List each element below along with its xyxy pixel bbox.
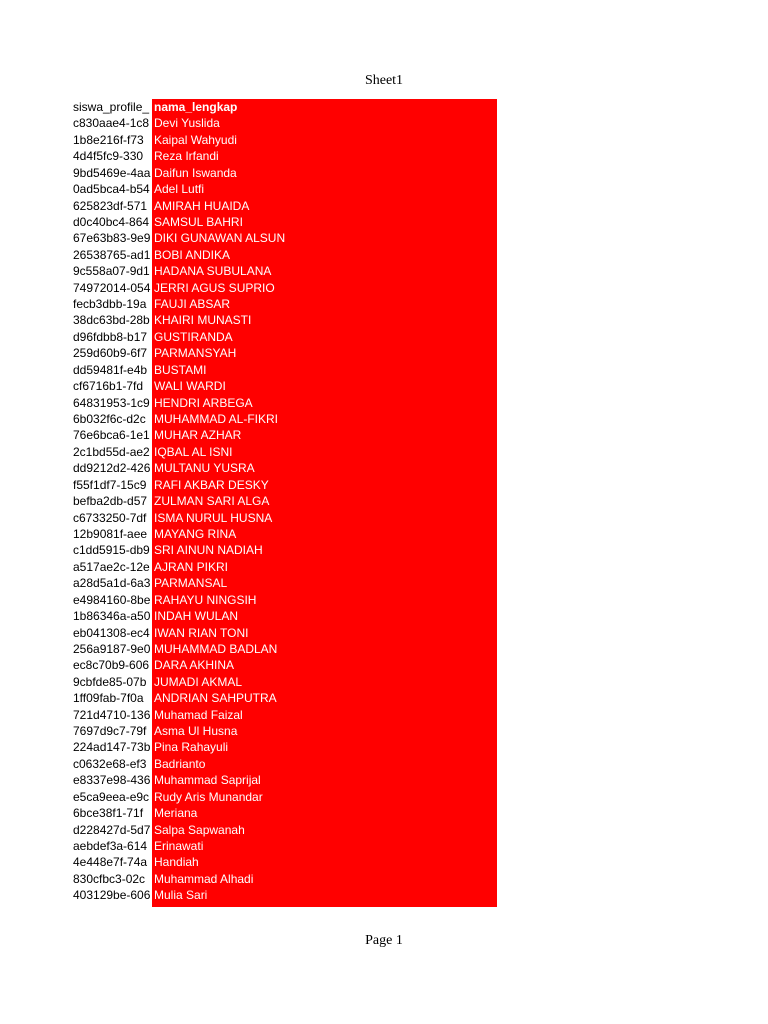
cell-profile-id: c6733250-7df <box>73 510 147 525</box>
cell-full-name: HENDRI ARBEGA <box>154 395 253 410</box>
header-cell-id: siswa_profile_ <box>73 100 150 114</box>
cell-full-name: Adel Lutfi <box>154 182 205 197</box>
cell-profile-id: 67e63b83-9e9 <box>73 231 151 246</box>
cell-profile-id: befba2db-d57 <box>73 494 148 509</box>
cell-full-name: JERRI AGUS SUPRIO <box>154 280 275 295</box>
header-cell-name: nama_lengkap <box>154 100 238 114</box>
cell-profile-id: ec8c70b9-606 <box>73 658 150 673</box>
table-row <box>73 657 497 673</box>
table-row <box>73 641 497 657</box>
cell-full-name: AMIRAH HUAIDA <box>154 198 250 213</box>
data-table <box>73 99 497 904</box>
cell-full-name: PARMANSAL <box>154 576 228 591</box>
cell-profile-id: 4e448e7f-74a <box>73 855 148 870</box>
cell-full-name: ANDRIAN SAHPUTRA <box>154 691 277 706</box>
table-row <box>73 263 497 279</box>
table-row <box>73 789 497 805</box>
cell-full-name: IQBAL AL ISNI <box>154 444 233 459</box>
cell-profile-id: a28d5a1d-6a3 <box>73 576 151 591</box>
cell-full-name: Erinawati <box>154 838 204 853</box>
table-row <box>73 165 497 181</box>
table-row <box>73 493 497 509</box>
cell-profile-id: 74972014-054 <box>73 280 151 295</box>
table-row <box>73 214 497 230</box>
cell-full-name: RAFI AKBAR DESKY <box>154 477 269 492</box>
cell-full-name: RAHAYU NINGSIH <box>154 592 257 607</box>
table-row <box>73 887 497 903</box>
cell-profile-id: c830aae4-1c8 <box>73 116 150 131</box>
table-row <box>73 444 497 460</box>
cell-full-name: MUHAR AZHAR <box>154 428 242 443</box>
table-row <box>73 608 497 624</box>
table-row <box>73 575 497 591</box>
cell-profile-id: 38dc63bd-28b <box>73 313 150 328</box>
cell-profile-id: eb041308-ec4 <box>73 625 150 640</box>
table-row <box>73 592 497 608</box>
cell-profile-id: d0c40bc4-864 <box>73 214 150 229</box>
cell-profile-id: 1b86346a-a50 <box>73 609 151 624</box>
table-row <box>73 148 497 164</box>
table-row <box>73 395 497 411</box>
table-row <box>73 772 497 788</box>
cell-full-name: FAUJI ABSAR <box>154 297 231 312</box>
cell-profile-id: cf6716b1-7fd <box>73 379 144 394</box>
cell-full-name: DARA AKHINA <box>154 658 235 673</box>
cell-profile-id: 6bce38f1-71f <box>73 806 144 821</box>
cell-profile-id: 625823df-571 <box>73 198 148 213</box>
sheet-title: Sheet1 <box>364 73 404 88</box>
cell-profile-id: 9cbfde85-07b <box>73 674 147 689</box>
cell-profile-id: a517ae2c-12e <box>73 559 150 574</box>
cell-full-name: Handiah <box>154 855 199 870</box>
cell-profile-id: 1b8e216f-f73 <box>73 132 144 147</box>
cell-full-name: Kaipal Wahyudi <box>154 132 237 147</box>
table-row <box>73 542 497 558</box>
cell-profile-id: e8337e98-436 <box>73 773 151 788</box>
cell-profile-id: 9c558a07-9d1 <box>73 264 150 279</box>
cell-profile-id: 6b032f6c-d2c <box>73 412 146 427</box>
cell-profile-id: 830cfbc3-02c <box>73 871 146 886</box>
table-row <box>73 526 497 542</box>
table-row <box>73 181 497 197</box>
table-row <box>73 247 497 263</box>
table-row <box>73 723 497 739</box>
cell-full-name: MUHAMMAD AL-FIKRI <box>154 412 279 427</box>
cell-profile-id: 2c1bd55d-ae2 <box>73 444 150 459</box>
table-row <box>73 362 497 378</box>
cell-profile-id: c0632e68-ef3 <box>73 756 147 771</box>
table-row <box>73 378 497 394</box>
cell-profile-id: 4d4f5fc9-330 <box>73 149 144 164</box>
table-row <box>73 707 497 723</box>
table-row <box>73 280 497 296</box>
cell-full-name: MAYANG RINA <box>154 526 237 541</box>
cell-full-name: JUMADI AKMAL <box>154 674 243 689</box>
cell-full-name: WALI WARDI <box>154 379 226 394</box>
cell-full-name: ZULMAN SARI ALGA <box>154 494 270 509</box>
table-row <box>73 198 497 214</box>
cell-full-name: Mulia Sari <box>154 888 208 903</box>
cell-profile-id: 259d60b9-6f7 <box>73 346 148 361</box>
cell-full-name: KHAIRI MUNASTI <box>154 313 252 328</box>
table-row <box>73 132 497 148</box>
cell-profile-id: 64831953-1c9 <box>73 395 150 410</box>
table-row <box>73 756 497 772</box>
cell-full-name: ISMA NURUL HUSNA <box>154 510 273 525</box>
table-row <box>73 115 497 131</box>
table-row <box>73 329 497 345</box>
cell-full-name: AJRAN PIKRI <box>154 559 229 574</box>
table-row <box>73 312 497 328</box>
cell-full-name: Muhammad Saprijal <box>154 773 261 788</box>
cell-profile-id: e4984160-8be <box>73 592 151 607</box>
cell-full-name: Asma Ul Husna <box>154 724 238 739</box>
cell-profile-id: f55f1df7-15c9 <box>73 477 147 492</box>
cell-full-name: Daifun Iswanda <box>154 165 237 180</box>
cell-profile-id: 9bd5469e-4aa <box>73 165 151 180</box>
cell-full-name: Muhammad Alhadi <box>154 871 254 886</box>
table-row <box>73 674 497 690</box>
cell-profile-id: fecb3dbb-19a <box>73 297 147 312</box>
cell-profile-id: 0ad5bca4-b54 <box>73 182 150 197</box>
cell-profile-id: dd59481f-e4b <box>73 362 148 377</box>
table-row <box>73 822 497 838</box>
table-row <box>73 838 497 854</box>
table-row <box>73 805 497 821</box>
cell-profile-id: 26538765-ad1 <box>73 247 151 262</box>
cell-full-name: SRI AINUN NADIAH <box>154 543 263 558</box>
cell-profile-id: 256a9187-9e0 <box>73 641 151 656</box>
cell-profile-id: 721d4710-136 <box>73 707 151 722</box>
cell-profile-id: 1ff09fab-7f0a <box>73 691 144 706</box>
cell-full-name: HADANA SUBULANA <box>154 264 272 279</box>
cell-profile-id: d228427d-5d7 <box>73 822 151 837</box>
cell-profile-id: dd9212d2-426 <box>73 461 151 476</box>
cell-full-name: SAMSUL BAHRI <box>154 214 243 229</box>
cell-profile-id: 224ad147-73b <box>73 740 151 755</box>
table-row <box>73 690 497 706</box>
table-row <box>73 854 497 870</box>
cell-profile-id: e5ca9eea-e9c <box>73 789 150 804</box>
cell-full-name: BOBI ANDIKA <box>154 247 231 262</box>
cell-full-name: Badrianto <box>154 756 206 771</box>
cell-full-name: Reza Irfandi <box>154 149 219 164</box>
cell-profile-id: d96fdbb8-b17 <box>73 329 148 344</box>
cell-full-name: IWAN RIAN TONI <box>154 625 249 640</box>
cell-full-name: Salpa Sapwanah <box>154 822 245 837</box>
cell-full-name: Muhamad Faizal <box>154 707 243 722</box>
table-row <box>73 625 497 641</box>
cell-profile-id: 12b9081f-aee <box>73 526 148 541</box>
table-row <box>73 510 497 526</box>
cell-profile-id: 7697d9c7-79f <box>73 724 147 739</box>
cell-full-name: Meriana <box>154 806 198 821</box>
cell-full-name: INDAH WULAN <box>154 609 239 624</box>
cell-full-name: Devi Yuslida <box>154 116 220 131</box>
cell-full-name: DIKI GUNAWAN ALSUN <box>154 231 286 246</box>
cell-profile-id: 76e6bca6-1e1 <box>73 428 150 443</box>
table-row <box>73 477 497 493</box>
cell-profile-id: c1dd5915-db9 <box>73 543 150 558</box>
table-body <box>73 115 497 903</box>
table-row <box>73 411 497 427</box>
table-row <box>73 739 497 755</box>
cell-full-name: PARMANSYAH <box>154 346 237 361</box>
table-row <box>73 559 497 575</box>
cell-profile-id: aebdef3a-614 <box>73 838 148 853</box>
cell-full-name: Rudy Aris Munandar <box>154 789 263 804</box>
table-row <box>73 460 497 476</box>
table-row <box>73 296 497 312</box>
table-row <box>73 230 497 246</box>
cell-full-name: MULTANU YUSRA <box>154 461 255 476</box>
cell-full-name: GUSTIRANDA <box>154 329 233 344</box>
table-row <box>73 345 497 361</box>
table-row <box>73 427 497 443</box>
cell-full-name: MUHAMMAD BADLAN <box>154 641 278 656</box>
table-row <box>73 871 497 887</box>
cell-full-name: BUSTAMI <box>154 362 207 377</box>
cell-full-name: Pina Rahayuli <box>154 740 229 755</box>
table-header-row <box>73 99 497 115</box>
cell-profile-id: 403129be-606 <box>73 888 151 903</box>
page-number: Page 1 <box>365 933 403 948</box>
